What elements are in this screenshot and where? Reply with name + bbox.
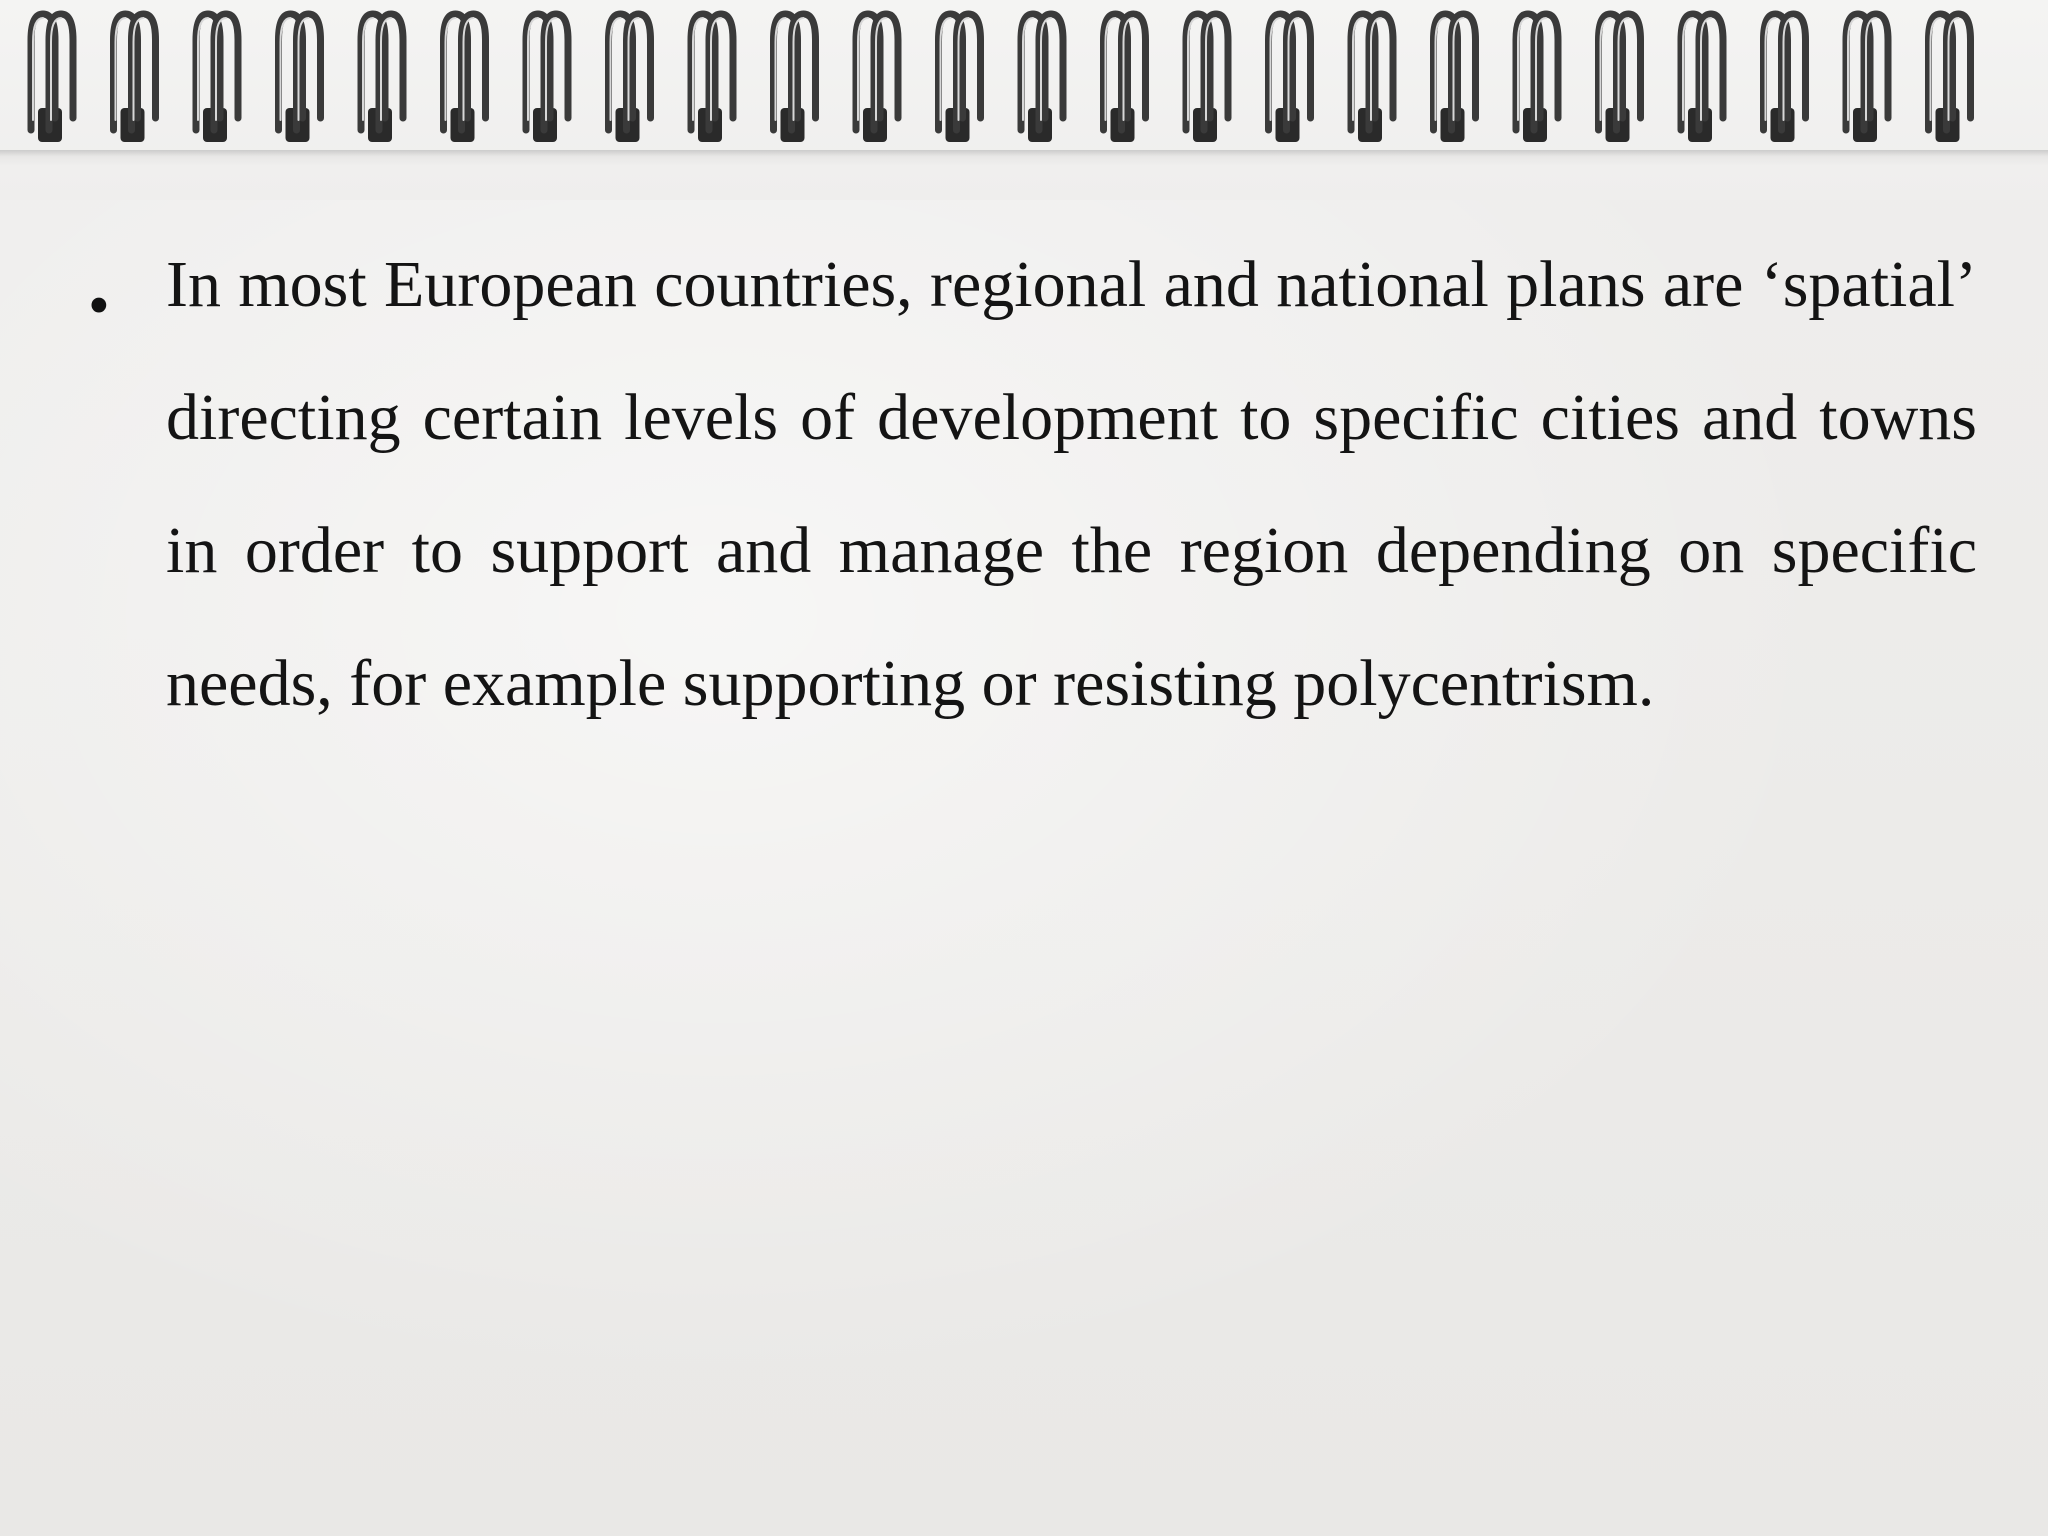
- spiral-ring: [1681, 14, 1723, 142]
- spiral-ring: [31, 14, 73, 142]
- spiral-ring: [196, 14, 238, 142]
- spiral-ring: [361, 14, 403, 142]
- spiral-ring: [1846, 14, 1888, 142]
- bullet-text: In most European countries, regional and national plans are ‘spatial’ directing certain levels of development to specific cities and towns in order to support and manage the region depending on specific needs, for example supporting or resisting polycentrism.: [166, 248, 1977, 720]
- spiral-binding: [0, 0, 2048, 170]
- spiral-ring: [526, 14, 568, 142]
- spiral-ring: [1599, 14, 1641, 142]
- spiral-ring: [939, 14, 981, 142]
- bullet-item: [82, 240, 1977, 750]
- spiral-ring: [691, 14, 733, 142]
- spiral-ring: [1434, 14, 1476, 142]
- spiral-ring: [609, 14, 651, 142]
- spiral-ring: [1351, 14, 1393, 142]
- bullet-marker: •: [88, 272, 110, 340]
- spiral-ring: [114, 14, 156, 142]
- spiral-ring: [279, 14, 321, 142]
- spiral-ring: [856, 14, 898, 142]
- spiral-ring: [1516, 14, 1558, 142]
- spiral-ring: [1929, 14, 1971, 142]
- spiral-binding-graphic: [0, 0, 2048, 170]
- spiral-ring: [774, 14, 816, 142]
- spiral-ring: [1764, 14, 1806, 142]
- spiral-ring: [1104, 14, 1146, 142]
- spiral-ring: [1269, 14, 1311, 142]
- spiral-ring: [1186, 14, 1228, 142]
- spiral-ring: [444, 14, 486, 142]
- spiral-ring: [1021, 14, 1063, 142]
- slide-content: [82, 240, 1977, 750]
